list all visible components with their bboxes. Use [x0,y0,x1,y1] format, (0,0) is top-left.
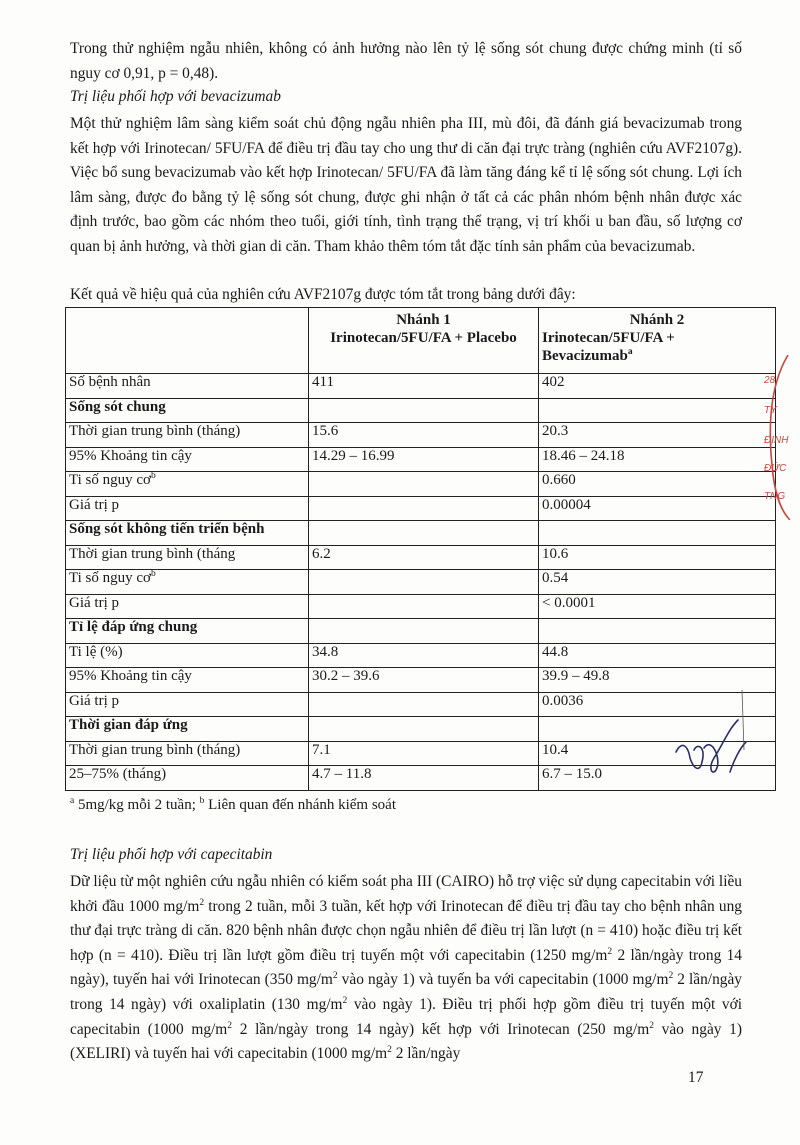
stamp-text-fragment: TY [764,405,777,416]
row-label: Thời gian trung bình (tháng) [69,741,241,758]
signature-stroke [676,720,746,772]
row-label-cell [66,717,309,742]
arm1-value: 7.1 [309,741,539,766]
table-row [66,472,776,497]
sq-mark: 2 [607,946,613,957]
stamp-text-fragment: TNG [764,491,786,502]
row-label-cell [66,692,309,717]
table-row [66,643,776,668]
cap-text-4: vào ngày 1) và tuyến ba với capecitabin (1000 mg/m [337,971,669,989]
arm2-value: 0.54 [539,570,776,595]
arm2-footnote-mark: a [627,347,633,357]
row-label-cell [66,521,309,546]
row-label-cell [66,374,309,399]
row-label: 25–75% (tháng) [69,766,167,782]
table-row [66,545,776,570]
table-row [66,594,776,619]
table-row [66,496,776,521]
row-label-cell [66,447,309,472]
arm1-value [309,692,539,717]
row-label-cell [66,570,309,595]
footnote-a-text: 5mg/kg mỗi 2 tuần; [74,797,200,813]
arm2-value: 0.660 [539,472,776,497]
arm2-value: 0.00004 [539,496,776,521]
cap-text-1: Dữ liệu từ một nghiên cứu ngẫu nhiên có kiểm soát pha III (CAIRO) hỗ trợ việc sử dụng capecitabin với liều khởi đầu 1000 mg/m [70,873,742,915]
arm2-value: 39.9 – 49.8 [539,668,776,693]
capecitabin-heading: Trị liệu phối hợp với capecitabin [70,846,273,863]
row-label-cell [66,496,309,521]
stamp-text-fragment: ĐỨC [764,463,787,474]
handwritten-signature [668,690,758,790]
arm2-subtitle-text: Bevacizumab [542,348,628,364]
row-label-cell [66,398,309,423]
arm2-value: 10.6 [539,545,776,570]
row-label: 95% Khoảng tin cậy [69,668,192,684]
arm2-value: < 0.0001 [539,594,776,619]
sq-mark: 2 [227,1020,233,1031]
row-label: Giá trị p [69,692,119,709]
cap-text-5: 2 lần/ngày trong 14 ngày) với oxaliplatin (130 mg/m [70,971,742,1013]
table-row [66,668,776,693]
row-label: Giá trị p [69,594,119,611]
footnote-b-text: Liên quan đến nhánh kiểm soát [204,797,397,813]
row-label-cell [66,741,309,766]
row-label: 95% Khoảng tin cậy [69,447,192,464]
row-label: Sống sót không tiến triển bệnh [69,521,265,537]
row-label: Ti số nguy cơ [69,472,151,488]
footnote-mark-a: a [70,796,75,806]
row-label: Tỉ lệ đáp ứng chung [69,619,198,635]
row-label-cell [66,619,309,644]
arm2-value: 18.46 – 24.18 [539,447,776,472]
table-row [66,447,776,472]
arm2-subtitle-line2 [542,347,772,365]
table-row [66,398,776,423]
header-arm1 [309,308,539,374]
row-label: Giá trị p [69,496,119,513]
row-label-cell [66,766,309,791]
table-row [66,570,776,595]
arm1-value: 4.7 – 11.8 [309,766,539,791]
row-label: Thời gian trung bình (tháng [69,545,236,562]
row-label-cell [66,423,309,448]
row-label: Thời gian đáp ứng [69,717,188,733]
arm2-title: Nhánh 2 [629,312,685,328]
table-row [66,374,776,399]
row-label-footnote-mark: b [150,569,156,579]
bevacizumab-paragraph: Một thử nghiệm lâm sàng kiểm soát chủ động ngẫu nhiên pha III, mù đôi, đã đánh giá bevacizumab trong kết hợp với Irinotecan/ 5FU/FA để điều trị đầu tay cho ung thư di căn đại trực tràng (nghiên cứu AVF2107g). Việc bổ sung bevacizumab vào kết hợp Irinotecan/ 5FU/FA đã làm tăng đáng kể tỉ lệ sống sót chung. Lợi ích lâm sàng, được đo bằng tỷ lệ sống sót chung, được ghi nhận ở tất cả các phân nhóm bệnh nhân được xác định trước, bao gồm các nhóm theo tuổi, giới tính, tình trạng thể trạng, vị trí khối u ban đầu, số lượng cơ quan bị ảnh hưởng, và thời gian di căn. Tham khảo thêm tóm tắt đặc tính sản phẩm của bevacizumab. [70,115,742,255]
sq-mark: 2 [387,1045,392,1056]
row-label: Ti lệ (%) [69,643,123,660]
arm1-value: 15.6 [309,423,539,448]
arm2-value: 0.0036 [539,692,776,717]
arm2-value [539,398,776,423]
row-label-cell [66,668,309,693]
arm2-value: 10.4 [539,741,776,766]
row-label-cell [66,643,309,668]
row-label-cell [66,594,309,619]
cap-text-7: 2 lần/ngày trong 14 ngày) kết hợp với Irinotecan (250 mg/m [232,1020,650,1038]
cap-text-9: 2 lần/ngày [391,1045,461,1063]
arm1-value: 14.29 – 16.99 [309,447,539,472]
red-stamp-fragment [760,355,790,520]
row-label: Thời gian trung bình (tháng) [69,423,241,439]
cap-text-3: 2 lần/ngày trong 14 ngày), tuyến hai với Irinotecan (350 mg/m [70,946,742,989]
sq-mark: 2 [668,971,674,982]
stamp-text-fragment: ĐỊNH [764,435,789,446]
sq-mark: 2 [342,995,348,1006]
row-label: Ti số nguy cơ [69,570,151,586]
arm2-value [539,619,776,644]
page-number: 17 [688,1069,704,1086]
arm2-value: 44.8 [539,643,776,668]
table-intro-text: Kết quả về hiệu quả của nghiên cứu AVF2107g được tóm tắt trong bảng dưới đây: [70,286,576,303]
sq-mark: 2 [199,897,205,908]
arm1-value [309,521,539,546]
row-label: Số bệnh nhân [69,374,151,390]
table-row [66,521,776,546]
arm1-value [309,398,539,423]
arm2-value: 6.7 – 15.0 [539,766,776,791]
table-footnote [70,797,396,814]
table-header-row [66,308,776,374]
arm1-title: Nhánh 1 [396,312,451,328]
sq-mark: 2 [649,1020,654,1031]
arm1-value: 34.8 [309,643,539,668]
arm1-value [309,717,539,742]
header-empty-cell [66,308,309,374]
arm1-value: 411 [309,374,539,399]
row-label-cell [66,472,309,497]
sq-mark: 2 [332,971,338,982]
arm1-value [309,570,539,595]
bevacizumab-heading: Trị liệu phối hợp với bevacizumab [70,88,281,105]
footnote-mark-b: b [199,796,205,806]
arm1-subtitle: Irinotecan/5FU/FA + Placebo [330,330,517,346]
row-label: Sống sót chung [69,398,166,415]
stamp-text-fragment: 28. [764,375,778,386]
arm1-value: 6.2 [309,545,539,570]
cap-text-8: vào ngày 1) (XELIRI) và tuyến hai với capecitabin (1000 mg/m [70,1020,742,1063]
cap-text-6: vào ngày 1). Điều trị phối hợp gồm điều trị tuyến một với capecitabin (1000 mg/m [70,995,742,1038]
arm1-value [309,472,539,497]
arm1-value: 30.2 – 39.6 [309,668,539,693]
arm1-value [309,496,539,521]
arm2-value: 402 [539,374,776,399]
capecitabin-paragraph [70,870,742,1067]
row-label-cell [66,545,309,570]
arm2-value: 20.3 [539,423,776,448]
arm1-value [309,619,539,644]
arm2-value [539,521,776,546]
row-label-footnote-mark: b [150,471,156,481]
header-arm2 [539,308,776,374]
table-row [66,619,776,644]
intro-paragraph: Trong thử nghiệm ngẫu nhiên, không có ảnh hưởng nào lên tỷ lệ sống sót chung được chứng minh (tỉ số nguy cơ 0,91, p = 0,48). [70,40,742,82]
arm2-subtitle-line1: Irinotecan/5FU/FA + [542,330,675,346]
cap-text-2: trong 2 tuần, mỗi 3 tuần, kết hợp với Irinotecan để điều trị đầu tay cho bệnh nhân ung thư đại trực tràng di căn. 820 bệnh nhân được chọn ngẫu nhiên để điều trị lần lượt (n = 410) hoặc điều trị kết hợp (n = 410). Điều trị lần lượt gồm điều trị tuyến một với capecitabin (1250 mg/m [70,897,742,964]
table-row [66,423,776,448]
signature-line [742,690,744,750]
arm1-value [309,594,539,619]
